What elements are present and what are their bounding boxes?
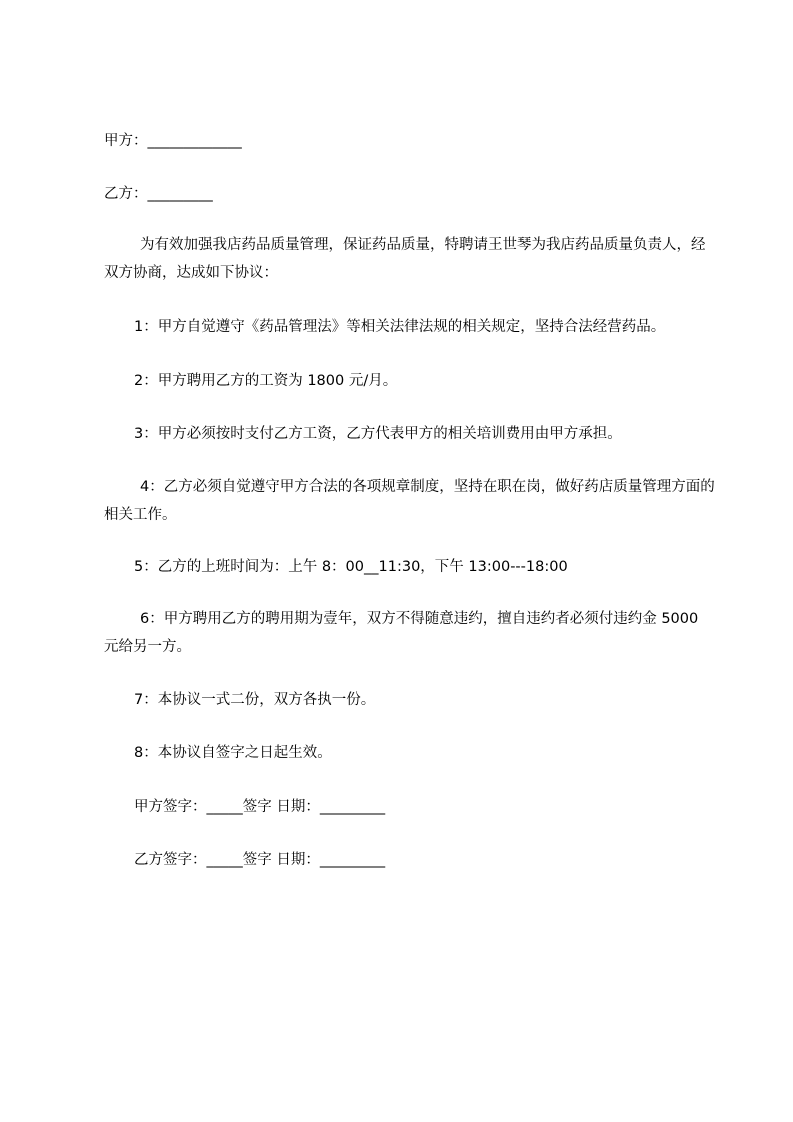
party-a-blank: _____________ [147, 133, 242, 149]
intro-paragraph: 为有效加强我店药品质量管理，保证药品质量，特聘请王世琴为我店药品质量负责人，经双方协商，达成如下协议： [104, 237, 706, 281]
party-b-label: 乙方： [104, 186, 148, 202]
clause-3: 3：甲方必须按时支付乙方工资，乙方代表甲方的相关培训费用由甲方承担。 [134, 426, 622, 442]
clause-7: 7：本协议一式二份，双方各执一份。 [134, 692, 376, 708]
clause-5: 5：乙方的上班时间为：上午 8：00__11:30，下午 13:00---18:00 [134, 559, 568, 575]
party-a-label: 甲方： [104, 133, 148, 149]
clause-8: 8：本协议自签字之日起生效。 [134, 745, 332, 761]
clause-4: 4：乙方必须自觉遵守甲方合法的各项规章制度，坚持在职在岗，做好药店质量管理方面的相关工作。 [104, 479, 715, 523]
party-b-blank: _________ [147, 186, 213, 202]
clause-2: 2：甲方聘用乙方的工资为 1800 元/月。 [134, 373, 398, 389]
clause-6: 6：甲方聘用乙方的聘用期为壹年，双方不得随意违约，擅自违约者必须付违约金 5000 元给另一方。 [104, 611, 699, 655]
party-a-signature-line: 甲方签字：_____签字 日期：_________ [134, 799, 386, 815]
clause-1: 1：甲方自觉遵守《药品管理法》等相关法律法规的相关规定，坚持合法经营药品。 [134, 319, 666, 335]
party-b-signature-line: 乙方签字：_____签字 日期：_________ [134, 852, 386, 868]
party-b-line [104, 181, 724, 207]
party-a-line [104, 128, 724, 154]
